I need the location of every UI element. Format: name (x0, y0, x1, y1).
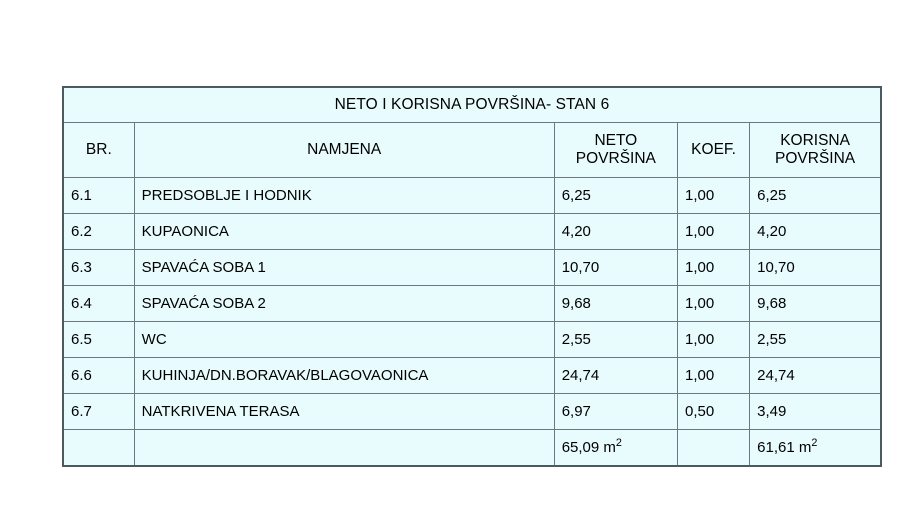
cell-namjena: SPAVAĆA SOBA 1 (134, 250, 554, 286)
cell-namjena: NATKRIVENA TERASA (134, 394, 554, 430)
net-and-usable-area-table (62, 86, 882, 467)
table-row (63, 286, 881, 322)
column-header-neto-povrsina (554, 123, 677, 178)
column-header-korisna-line2: POVRŠINA (775, 150, 856, 167)
cell-namjena: WC (134, 322, 554, 358)
cell-br: 6.1 (63, 178, 134, 214)
totals-cell-koef (677, 430, 749, 467)
cell-br: 6.2 (63, 214, 134, 250)
cell-koef: 1,00 (677, 250, 749, 286)
totals-cell-neto (554, 430, 677, 467)
table-row (63, 214, 881, 250)
cell-koef: 1,00 (677, 286, 749, 322)
cell-korisna: 2,55 (750, 322, 881, 358)
cell-neto: 9,68 (554, 286, 677, 322)
cell-koef: 1,00 (677, 214, 749, 250)
table-header-row (63, 123, 881, 178)
cell-korisna: 3,49 (750, 394, 881, 430)
column-header-br: BR. (63, 123, 134, 178)
cell-neto: 10,70 (554, 250, 677, 286)
table-row (63, 250, 881, 286)
table-totals-row (63, 430, 881, 467)
table-row (63, 178, 881, 214)
cell-korisna: 6,25 (750, 178, 881, 214)
cell-koef: 1,00 (677, 178, 749, 214)
column-header-korisna-povrsina (750, 123, 881, 178)
totals-korisna-value: 61,61 (757, 438, 795, 456)
column-header-neto-line1: NETO (594, 131, 638, 149)
cell-namjena: KUPAONICA (134, 214, 554, 250)
cell-namjena: KUHINJA/DN.BORAVAK/BLAGOVAONICA (134, 358, 554, 394)
table-row (63, 358, 881, 394)
table-title-row (63, 87, 881, 123)
cell-br: 6.5 (63, 322, 134, 358)
cell-korisna: 10,70 (750, 250, 881, 286)
column-header-namjena: NAMJENA (134, 123, 554, 178)
cell-korisna: 9,68 (750, 286, 881, 322)
totals-neto-unit-exponent: 2 (615, 436, 622, 449)
cell-koef: 1,00 (677, 322, 749, 358)
totals-cell-korisna (750, 430, 881, 467)
cell-namjena: SPAVAĆA SOBA 2 (134, 286, 554, 322)
column-header-neto-line2: POVRŠINA (575, 150, 656, 167)
totals-neto-value: 65,09 (561, 438, 600, 456)
cell-neto: 24,74 (554, 358, 677, 394)
cell-br: 6.3 (63, 250, 134, 286)
table-row (63, 394, 881, 430)
cell-neto: 4,20 (554, 214, 677, 250)
cell-br: 6.7 (63, 394, 134, 430)
totals-cell-br (63, 430, 134, 467)
cell-br: 6.4 (63, 286, 134, 322)
totals-korisna-unit-exponent: 2 (811, 436, 818, 449)
cell-br: 6.6 (63, 358, 134, 394)
table-title: NETO I KORISNA POVRŠINA- STAN 6 (63, 87, 881, 123)
cell-namjena: PREDSOBLJE I HODNIK (134, 178, 554, 214)
totals-korisna-unit: m (798, 438, 812, 456)
cell-koef: 1,00 (677, 358, 749, 394)
cell-koef: 0,50 (677, 394, 749, 430)
cell-korisna: 24,74 (750, 358, 881, 394)
column-header-koef: KOEF. (677, 123, 749, 178)
totals-neto-unit: m (603, 438, 616, 456)
totals-cell-namjena (134, 430, 554, 467)
cell-neto: 6,97 (554, 394, 677, 430)
cell-korisna: 4,20 (750, 214, 881, 250)
cell-neto: 2,55 (554, 322, 677, 358)
table-row (63, 322, 881, 358)
column-header-korisna-line1: KORISNA (780, 131, 850, 149)
cell-neto: 6,25 (554, 178, 677, 214)
